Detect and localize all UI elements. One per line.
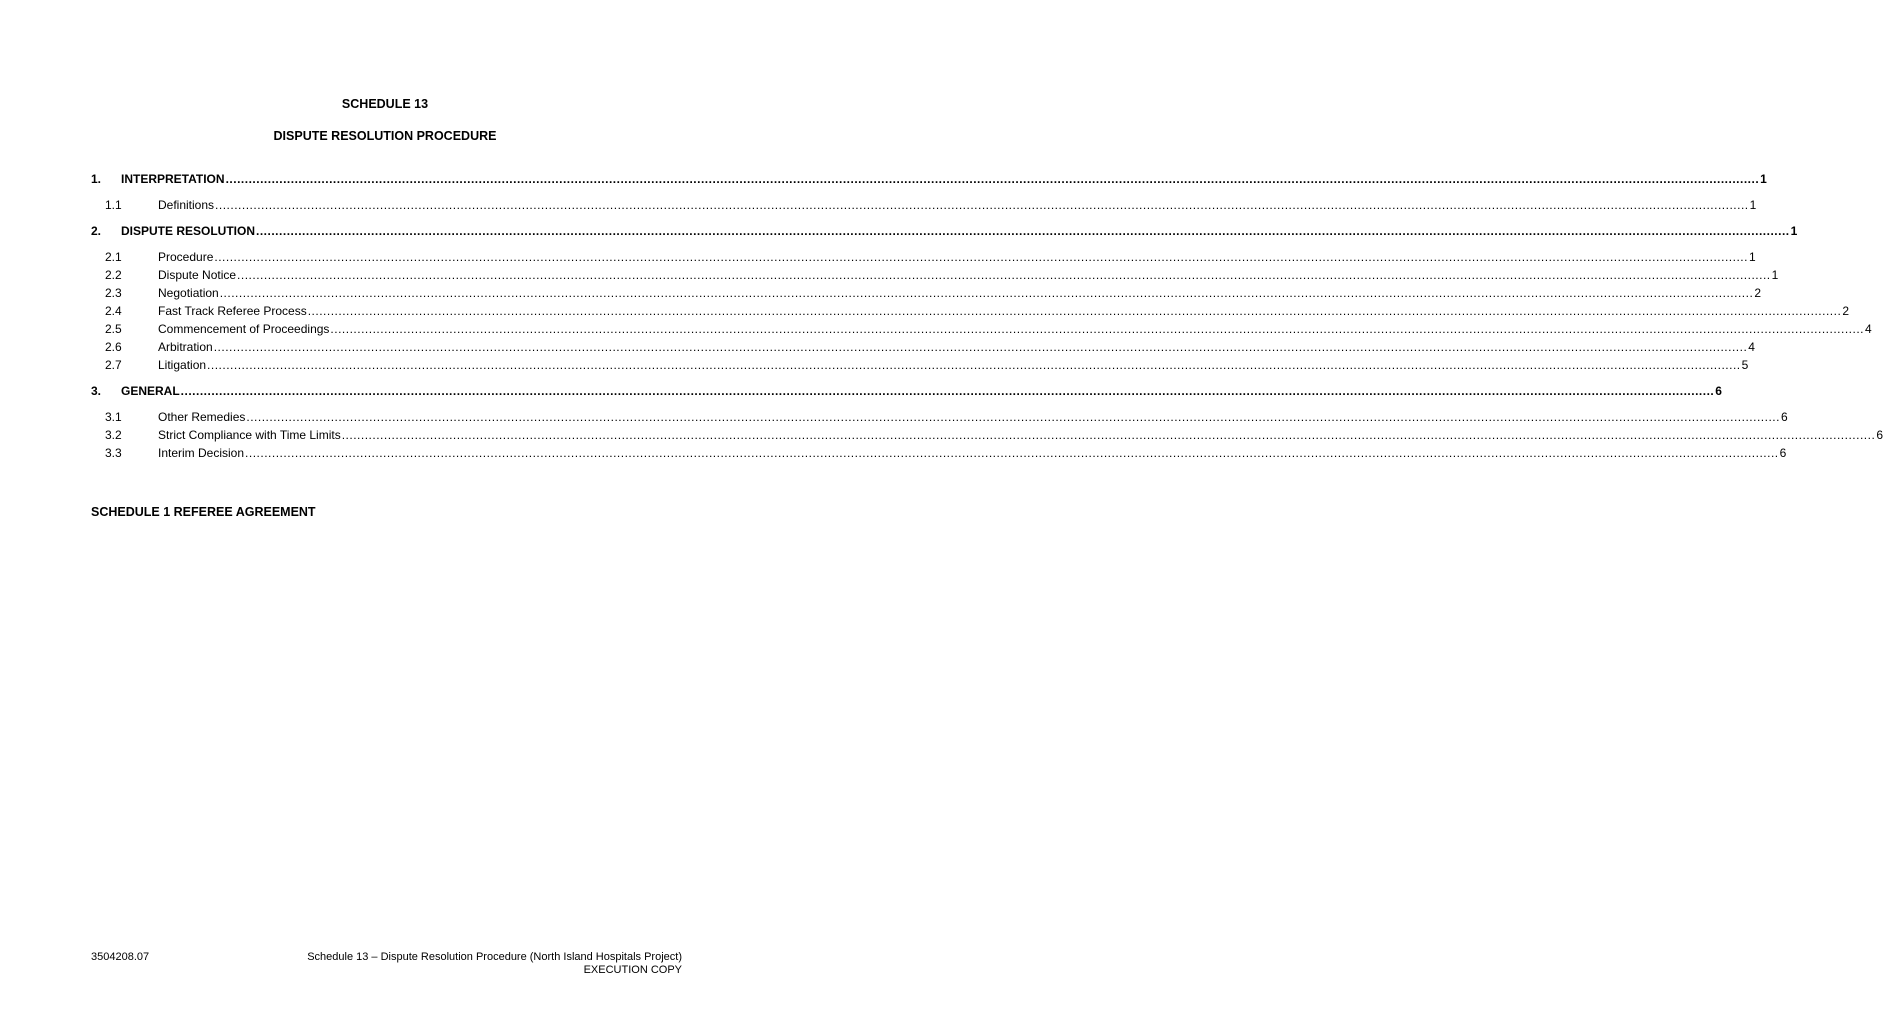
- toc-entry-line: [158, 340, 1755, 354]
- toc-page-number: 1: [1748, 250, 1756, 264]
- toc-leader-dots: ................................................................................................................................................................................................................................................................................................................................................................................................................: [213, 340, 1748, 354]
- toc-entry-label: Fast Track Referee Process: [158, 304, 307, 318]
- toc-entry-label: Definitions: [158, 198, 215, 212]
- toc-entry-number: 2.1: [105, 250, 122, 264]
- toc-subsection-entry[interactable]: [91, 283, 1761, 301]
- toc-entry-label: Commencement of Proceedings: [158, 322, 330, 336]
- footer-status: EXECUTION COPY: [583, 964, 682, 976]
- toc-entry-line: [158, 358, 1749, 372]
- toc-leader-dots: ................................................................................................................................................................................................................................................................................................................................................................................................................: [307, 304, 1842, 318]
- toc-entry-number: 3.3: [105, 446, 122, 460]
- schedule-1-heading: SCHEDULE 1 REFEREE AGREEMENT: [91, 505, 316, 519]
- toc-page-number: 2: [1842, 304, 1849, 318]
- toc-entry-number: 2.6: [105, 340, 122, 354]
- toc-entry-label: Negotiation: [158, 286, 219, 300]
- toc-subsection-entry[interactable]: [91, 301, 1849, 319]
- toc-page-number: 5: [1741, 358, 1749, 372]
- toc-subsection-entry[interactable]: [91, 355, 1749, 373]
- toc-subsection-entry[interactable]: [91, 265, 1779, 283]
- toc-page-number: 4: [1865, 322, 1872, 336]
- table-of-contents: [91, 169, 1883, 461]
- toc-entry-line: [158, 410, 1788, 424]
- toc-entry-label: DISPUTE RESOLUTION: [121, 224, 256, 238]
- toc-entry-label: Strict Compliance with Time Limits: [158, 428, 341, 442]
- toc-page-number: 6: [1780, 410, 1788, 424]
- toc-leader-dots: ................................................................................................................................................................................................................................................................................................................................................................................................................: [330, 322, 1865, 336]
- toc-entry-number: 2.: [91, 224, 102, 238]
- toc-entry-label: INTERPRETATION: [121, 172, 225, 186]
- footer-right: [307, 951, 682, 977]
- toc-page-number: 6: [1715, 384, 1722, 398]
- toc-entry-number: 3.1: [105, 410, 122, 424]
- toc-page-number: 1: [1760, 172, 1767, 186]
- toc-entry-label: Other Remedies: [158, 410, 246, 424]
- toc-entry-line: [158, 268, 1779, 282]
- toc-leader-dots: ................................................................................................................................................................................................................................................................................................................................................................................................................: [341, 428, 1876, 442]
- toc-entry-line: [158, 322, 1872, 336]
- toc-entry-number: 2.5: [105, 322, 122, 336]
- toc-subsection-entry[interactable]: [91, 247, 1756, 265]
- toc-page-number: 1: [1749, 198, 1757, 212]
- toc-leader-dots: ................................................................................................................................................................................................................................................................................................................................................................................................................: [207, 358, 1741, 372]
- toc-entry-line: [158, 446, 1787, 460]
- toc-entry-line: [158, 250, 1756, 264]
- toc-entry-number: 2.7: [105, 358, 122, 372]
- toc-subsection-entry[interactable]: [91, 425, 1883, 443]
- toc-page-number: 6: [1779, 446, 1787, 460]
- toc-page-number: 1: [1771, 268, 1779, 282]
- toc-leader-dots: ................................................................................................................................................................................................................................................................................................................................................................................................................: [237, 268, 1771, 282]
- toc-entry-number: 1.1: [105, 198, 122, 212]
- toc-entry-label: Dispute Notice: [158, 268, 237, 282]
- footer-description: Schedule 13 – Dispute Resolution Procedure (North Island Hospitals Project): [307, 951, 682, 963]
- toc-subsection-entry[interactable]: [91, 337, 1755, 355]
- toc-entry-number: 3.2: [105, 428, 122, 442]
- toc-entry-line: [158, 286, 1761, 300]
- procedure-title: DISPUTE RESOLUTION PROCEDURE: [273, 129, 497, 143]
- toc-entry-label: Litigation: [158, 358, 207, 372]
- toc-entry-number: 3.: [91, 384, 102, 398]
- toc-entry-label: Interim Decision: [158, 446, 245, 460]
- toc-subsection-entry[interactable]: [91, 407, 1788, 425]
- schedule-title: SCHEDULE 13: [341, 97, 429, 111]
- toc-page-number: 6: [1876, 428, 1883, 442]
- toc-entry-line: [158, 198, 1757, 212]
- toc-entry-number: 2.4: [105, 304, 122, 318]
- toc-page-number: 2: [1754, 286, 1761, 300]
- toc-leader-dots: ................................................................................................................................................................................................................................................................................................................................................................................................................: [246, 410, 1780, 424]
- toc-leader-dots: ................................................................................................................................................................................................................................................................................................................................................................................................................: [256, 224, 1790, 238]
- toc-leader-dots: ................................................................................................................................................................................................................................................................................................................................................................................................................: [219, 286, 1754, 300]
- toc-subsection-entry[interactable]: [91, 443, 1787, 461]
- toc-entry-number: 2.2: [105, 268, 122, 282]
- footer-doc-number: 3504208.07: [91, 951, 150, 963]
- toc-leader-dots: ................................................................................................................................................................................................................................................................................................................................................................................................................: [245, 446, 1779, 460]
- toc-entry-line: [121, 384, 1722, 398]
- toc-section-entry[interactable]: [91, 221, 1798, 239]
- toc-entry-line: [158, 304, 1849, 318]
- toc-entry-label: GENERAL: [121, 384, 180, 398]
- toc-entry-line: [158, 428, 1883, 442]
- toc-entry-line: [121, 224, 1798, 238]
- toc-entry-line: [121, 172, 1767, 186]
- toc-page-number: 4: [1748, 340, 1755, 354]
- toc-section-entry[interactable]: [91, 381, 1722, 399]
- toc-page-number: 1: [1790, 224, 1798, 238]
- toc-leader-dots: ................................................................................................................................................................................................................................................................................................................................................................................................................: [215, 198, 1749, 212]
- toc-subsection-entry[interactable]: [91, 195, 1757, 213]
- toc-leader-dots: ................................................................................................................................................................................................................................................................................................................................................................................................................: [214, 250, 1748, 264]
- toc-leader-dots: ................................................................................................................................................................................................................................................................................................................................................................................................................: [180, 384, 1715, 398]
- toc-entry-number: 2.3: [105, 286, 122, 300]
- toc-entry-label: Arbitration: [158, 340, 213, 354]
- toc-entry-number: 1.: [91, 172, 102, 186]
- toc-subsection-entry[interactable]: [91, 319, 1872, 337]
- toc-section-entry[interactable]: [91, 169, 1767, 187]
- toc-entry-label: Procedure: [158, 250, 214, 264]
- toc-leader-dots: ................................................................................................................................................................................................................................................................................................................................................................................................................: [225, 172, 1760, 186]
